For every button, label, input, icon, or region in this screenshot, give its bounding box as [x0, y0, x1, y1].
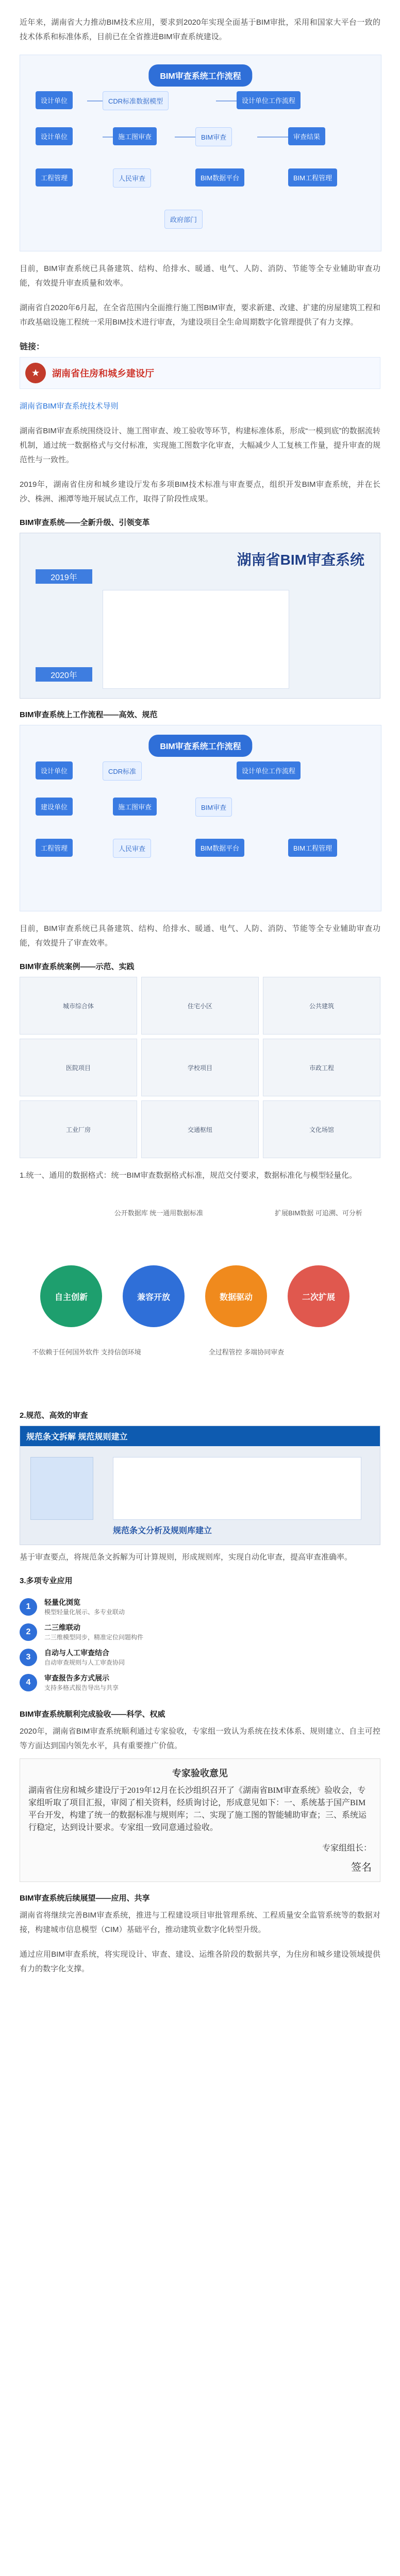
hero-image — [20, 533, 380, 699]
case-tile: 工业厂房 — [20, 1100, 137, 1158]
case-tile: 城市综合体 — [20, 977, 137, 1035]
circle-data-driven: 数据驱动 — [205, 1265, 267, 1327]
bim-workflow-diagram-2 — [20, 725, 381, 911]
outlook-title: BIM审查系统后续展望——应用、共享 — [20, 1894, 150, 1903]
flow1-node-bim-mgmt: BIM工程管理 — [288, 168, 337, 187]
outlook-paragraph: 湖南省将继续完善BIM审查系统，推进与工程建设项目审批管理系统、工程质量安全监管系统等的数据对接，构建城市信息模型（CIM）基础平台，推动建筑业数字化转型升级。 — [20, 1911, 380, 1934]
flow2-title: BIM审查系统工作流程 — [148, 735, 252, 757]
rule-library-banner: 规范条文拆解 规范规则建立 — [20, 1426, 380, 1446]
acceptance-paragraph: 2020年，湖南省BIM审查系统顺利通过专家验收，专家组一致认为系统在技术体系、规则建立、自主可控等方面达到国内领先水平，具有重要推广价值。 — [20, 1727, 380, 1750]
flow2-node-project-mgmt: 工程管理 — [36, 839, 73, 857]
doc-signatures: 签名 — [351, 1861, 372, 1873]
feature-title: 自动与人工审查结合 — [44, 1649, 109, 1657]
case-collage — [20, 977, 380, 1158]
article-link[interactable]: 湖南省BIM审查系统技术导则 — [20, 402, 119, 411]
feature-icon-2: 2 — [20, 1623, 37, 1641]
feature-title: 二三维联动 — [44, 1623, 80, 1632]
case-tile: 学校项目 — [141, 1039, 259, 1096]
flow2-node-bim-mgmt: BIM工程管理 — [288, 839, 337, 857]
feature-item — [20, 1622, 380, 1641]
circle-extension: 二次扩展 — [288, 1265, 349, 1327]
year-tag-2020: 2020年 — [36, 667, 92, 682]
year-tag-2019: 2019年 — [36, 569, 92, 584]
flow2-node-bim-review: BIM审查 — [195, 798, 232, 817]
flow1-node-project-mgmt: 工程管理 — [36, 168, 73, 187]
circle-compatible: 兼容开放 — [123, 1265, 185, 1327]
feature-desc: 模型轻量化展示、多专业联动 — [44, 1608, 125, 1616]
flow1-node-design: 设计单位 — [36, 91, 73, 109]
bubble-database: 公开数据库 统一通用数据标准 — [114, 1209, 204, 1217]
flow2-node-bim-data: BIM数据平台 — [195, 839, 244, 857]
doc-body: 湖南省住房和城乡建设厅于2019年12月在长沙组织召开了《湖南省BIM审查系统》验收会，专家组听取了项目汇报，审阅了相关资料，经质询讨论，形成意见如下：一、系统基于国产BIM平台开发，构建了统一的数据标准与规则库；二、实现了施工图的智能辅助审查；三、系统运行稳定，达到设计要求。专家组一致同意通过验收。 — [28, 1786, 367, 1832]
flow2-node-manual-review: 人民审查 — [113, 839, 151, 858]
feature-item — [20, 1597, 380, 1616]
rule-library-caption: 规范条文分析及规则库建立 — [113, 1527, 212, 1535]
closing-paragraph: 通过应用BIM审查系统，将实现设计、审查、建设、运维各阶段的数据共享，为住房和城乡建设领域提供有力的数字化支撑。 — [20, 1950, 380, 1973]
doc-title: 专家验收意见 — [172, 1768, 228, 1778]
flow1-connector — [216, 100, 237, 101]
flow1-node-gov: 政府部门 — [164, 210, 203, 229]
gov-site-banner — [20, 357, 380, 389]
flow1-node-review: 施工图审查 — [113, 127, 157, 145]
source-label: 链接： — [20, 343, 45, 351]
flow2-node-review: 施工图审查 — [113, 798, 157, 816]
feature-circle-diagram — [20, 1193, 380, 1410]
flow2-node-design-flow: 设计单位工作流程 — [237, 761, 301, 779]
feature-title: 轻量化浏览 — [44, 1598, 80, 1606]
flow2-node-owner: 建设单位 — [36, 798, 73, 816]
bubble-extension: 扩展BIM数据 可追溯、可分析 — [275, 1209, 362, 1217]
flow1-node-cdr: CDR标准数据模型 — [103, 91, 169, 110]
flow1-connector — [175, 137, 195, 138]
feature-title: 审查报告多方式展示 — [44, 1674, 109, 1682]
point-2-title: 2.规范、高效的审查 — [20, 1411, 88, 1420]
flow1-connector — [103, 137, 113, 138]
numbered-point-1: 1.统一、通用的数据格式：统一BIM审查数据格式标准，规范交付要求，数据标准化与模型轻量化。 — [20, 1171, 357, 1180]
rules-screen — [113, 1457, 361, 1520]
flow1-node-bim-data: BIM数据平台 — [195, 168, 244, 187]
case-tile: 医院项目 — [20, 1039, 137, 1096]
feature-desc: 支持多格式报告导出与共享 — [44, 1684, 119, 1691]
flow2-description: 目前，BIM审查系统已具备建筑、结构、给排水、暖通、电气、人防、消防、节能等全专业辅助审查功能，有效提升了审查效率。 — [20, 924, 380, 947]
flow1-description: 目前，BIM审查系统已具备建筑、结构、给排水、暖通、电气、人防、消防、节能等全专业辅助审查功能，有效提升审查质量和效率。 — [20, 264, 380, 287]
rules-doc-icon — [30, 1457, 93, 1520]
policy-paragraph: 湖南省自2020年6月起，在全省范围内全面推行施工图BIM审查，要求新建、改建、扩建的房屋建筑工程和市政基础设施工程统一采用BIM技术进行审查，为建设项目全生命周期数字化管理提供了有力支撑。 — [20, 303, 380, 327]
highlight-block-title: BIM审查系统——全新升级、引领变革 — [20, 518, 150, 527]
hero-screen — [103, 590, 289, 689]
content-wrapper — [20, 0, 380, 1976]
feature-icon-3: 3 — [20, 1649, 37, 1666]
feature-icon-1: 1 — [20, 1598, 37, 1616]
flow1-node-manual-review: 人民审查 — [113, 168, 151, 188]
feature-icon-4: 4 — [20, 1674, 37, 1691]
hero-headline: 湖南省BIM审查系统 — [237, 552, 364, 568]
emblem-icon: ★ — [25, 363, 46, 383]
intro-paragraph: 近年来，湖南省大力推动BIM技术应用，要求到2020年实现全面基于BIM审批，采用和国家大平台一致的技术体系和标准体系，目前已在全省推进BIM审查系统建设。 — [20, 18, 380, 41]
case-tile: 住宅小区 — [141, 977, 259, 1035]
feature-desc: 自动审查规则与人工审查协同 — [44, 1659, 125, 1666]
workflow-subtitle: BIM审查系统上工作流程——高效、规范 — [20, 710, 158, 719]
system-intro-paragraph: 湖南省BIM审查系统围绕设计、施工图审查、竣工验收等环节，构建标准体系，形成“一模到底”的数据流转机制，通过统一数据格式与交付标准，实现施工图数字化审查，大幅减少人工复核工作量，提升审查的规范性与一致性。 — [20, 427, 380, 464]
flow1-connector — [87, 100, 103, 101]
collage-title: BIM审查系统案例——示范、实践 — [20, 962, 135, 971]
doc-signature-label: 专家组组长： — [322, 1844, 372, 1853]
flow2-node-design: 设计单位 — [36, 761, 73, 779]
flow2-node-cdr: CDR标准 — [103, 761, 142, 781]
flow1-node-design2: 设计单位 — [36, 127, 73, 145]
flow1-node-result: 审查结果 — [288, 127, 325, 145]
point-2-description: 基于审查要点，将规范条文拆解为可计算规则，形成规则库，实现自动化审查，提高审查准确率。 — [20, 1553, 353, 1562]
feature-desc: 二三维模型同步，精准定位问题构件 — [44, 1634, 144, 1641]
feature-list — [20, 1597, 380, 1692]
acceptance-title: BIM审查系统顺利完成验收——科学、权威 — [20, 1710, 165, 1719]
expert-opinion-doc — [20, 1758, 380, 1882]
bubble-independent: 不依赖于任何国外软件 支持信创环境 — [32, 1348, 141, 1356]
case-tile: 交通枢纽 — [141, 1100, 259, 1158]
flow1-connector — [257, 137, 288, 138]
rule-library-diagram — [20, 1426, 380, 1545]
point-3-title: 3.多项专业应用 — [20, 1577, 73, 1585]
bubble-process: 全过程管控 多端协同审查 — [208, 1348, 285, 1356]
flow1-title: BIM审查系统工作流程 — [148, 64, 252, 87]
flow1-node-design-flow: 设计单位工作流程 — [237, 91, 301, 109]
bim-workflow-diagram-1 — [20, 55, 381, 251]
gov-site-name: 湖南省住房和城乡建设厅 — [52, 368, 154, 379]
case-tile: 公共建筑 — [263, 977, 380, 1035]
history-paragraph: 2019年，湖南省住房和城乡建设厅发布多项BIM技术标准与审查要点，组织开发BIM审查系统，并在长沙、株洲、湘潭等地开展试点工作，取得了阶段性成果。 — [20, 480, 380, 503]
feature-item — [20, 1648, 380, 1667]
feature-item — [20, 1673, 380, 1692]
case-tile: 文化场馆 — [263, 1100, 380, 1158]
case-tile: 市政工程 — [263, 1039, 380, 1096]
flow1-node-bim-review: BIM审查 — [195, 127, 232, 146]
circle-autonomous: 自主创新 — [40, 1265, 102, 1327]
